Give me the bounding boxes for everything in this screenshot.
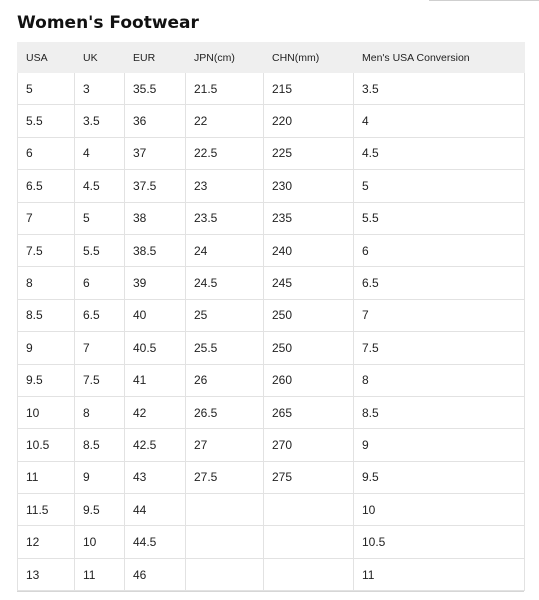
cell-eur: 40 [125,299,186,331]
cell-mens-usa: 10 [354,494,525,526]
cell-usa: 11.5 [18,494,75,526]
table-row [18,526,525,558]
header-row [18,43,525,73]
cell-chn: 235 [264,202,354,234]
cell-eur: 37 [125,137,186,169]
cell-mens-usa: 4.5 [354,137,525,169]
cell-eur: 42 [125,396,186,428]
cell-usa: 12 [18,526,75,558]
cell-usa: 10 [18,396,75,428]
cell-chn: 215 [264,73,354,105]
table-header [18,43,525,73]
cell-usa: 13 [18,558,75,590]
cell-mens-usa: 4 [354,105,525,137]
column-header-jpn: JPN(cm) [186,43,264,73]
cell-chn: 275 [264,461,354,493]
cell-uk: 9.5 [75,494,125,526]
cell-chn [264,494,354,526]
table-row [18,234,525,266]
cell-jpn: 24.5 [186,267,264,299]
cell-usa: 8.5 [18,299,75,331]
cell-jpn: 25.5 [186,332,264,364]
column-header-mens-usa: Men's USA Conversion [354,43,525,73]
column-header-eur: EUR [125,43,186,73]
cell-uk: 8 [75,396,125,428]
cell-jpn: 23 [186,170,264,202]
cell-eur: 44 [125,494,186,526]
cell-chn: 250 [264,332,354,364]
cell-eur: 38 [125,202,186,234]
table-row [18,364,525,396]
top-divider [429,0,539,1]
cell-usa: 5 [18,73,75,105]
cell-uk: 11 [75,558,125,590]
cell-chn [264,526,354,558]
cell-eur: 36 [125,105,186,137]
bottom-divider [17,591,524,592]
cell-mens-usa: 3.5 [354,73,525,105]
cell-jpn: 22 [186,105,264,137]
table-row [18,73,525,105]
cell-uk: 5.5 [75,234,125,266]
cell-mens-usa: 8.5 [354,396,525,428]
table-row [18,267,525,299]
cell-mens-usa: 9.5 [354,461,525,493]
cell-jpn [186,526,264,558]
cell-chn [264,558,354,590]
column-header-usa: USA [18,43,75,73]
cell-chn: 230 [264,170,354,202]
cell-usa: 11 [18,461,75,493]
cell-eur: 46 [125,558,186,590]
cell-jpn [186,558,264,590]
cell-jpn [186,494,264,526]
cell-jpn: 27 [186,429,264,461]
cell-usa: 6 [18,137,75,169]
cell-mens-usa: 7 [354,299,525,331]
cell-eur: 38.5 [125,234,186,266]
cell-eur: 41 [125,364,186,396]
cell-uk: 8.5 [75,429,125,461]
column-header-uk: UK [75,43,125,73]
cell-jpn: 26.5 [186,396,264,428]
cell-jpn: 25 [186,299,264,331]
size-chart-table [17,42,525,591]
cell-uk: 9 [75,461,125,493]
cell-usa: 7.5 [18,234,75,266]
cell-mens-usa: 10.5 [354,526,525,558]
cell-usa: 7 [18,202,75,234]
cell-jpn: 26 [186,364,264,396]
cell-mens-usa: 5.5 [354,202,525,234]
cell-usa: 6.5 [18,170,75,202]
cell-chn: 265 [264,396,354,428]
cell-uk: 7.5 [75,364,125,396]
cell-mens-usa: 8 [354,364,525,396]
cell-usa: 5.5 [18,105,75,137]
cell-uk: 10 [75,526,125,558]
cell-uk: 7 [75,332,125,364]
table-row [18,170,525,202]
cell-uk: 5 [75,202,125,234]
table-row [18,105,525,137]
cell-mens-usa: 6.5 [354,267,525,299]
table-row [18,396,525,428]
cell-mens-usa: 11 [354,558,525,590]
cell-uk: 6.5 [75,299,125,331]
cell-chn: 245 [264,267,354,299]
cell-uk: 3.5 [75,105,125,137]
cell-usa: 9 [18,332,75,364]
page-title: Women's Footwear [17,13,199,33]
cell-eur: 43 [125,461,186,493]
cell-chn: 270 [264,429,354,461]
table-row [18,429,525,461]
table-row [18,202,525,234]
cell-chn: 250 [264,299,354,331]
cell-jpn: 21.5 [186,73,264,105]
cell-usa: 10.5 [18,429,75,461]
cell-eur: 44.5 [125,526,186,558]
cell-uk: 4 [75,137,125,169]
cell-jpn: 24 [186,234,264,266]
cell-usa: 8 [18,267,75,299]
table-row [18,558,525,590]
column-header-chn: CHN(mm) [264,43,354,73]
table-row [18,332,525,364]
table-row [18,137,525,169]
cell-chn: 260 [264,364,354,396]
cell-mens-usa: 6 [354,234,525,266]
cell-chn: 220 [264,105,354,137]
table-row [18,494,525,526]
cell-eur: 37.5 [125,170,186,202]
cell-eur: 42.5 [125,429,186,461]
cell-mens-usa: 5 [354,170,525,202]
cell-mens-usa: 9 [354,429,525,461]
cell-mens-usa: 7.5 [354,332,525,364]
cell-uk: 6 [75,267,125,299]
cell-usa: 9.5 [18,364,75,396]
cell-eur: 39 [125,267,186,299]
table-row [18,461,525,493]
cell-uk: 3 [75,73,125,105]
cell-chn: 240 [264,234,354,266]
table-body [18,73,525,591]
cell-eur: 40.5 [125,332,186,364]
table-row [18,299,525,331]
cell-jpn: 22.5 [186,137,264,169]
cell-jpn: 23.5 [186,202,264,234]
cell-eur: 35.5 [125,73,186,105]
cell-jpn: 27.5 [186,461,264,493]
cell-uk: 4.5 [75,170,125,202]
cell-chn: 225 [264,137,354,169]
